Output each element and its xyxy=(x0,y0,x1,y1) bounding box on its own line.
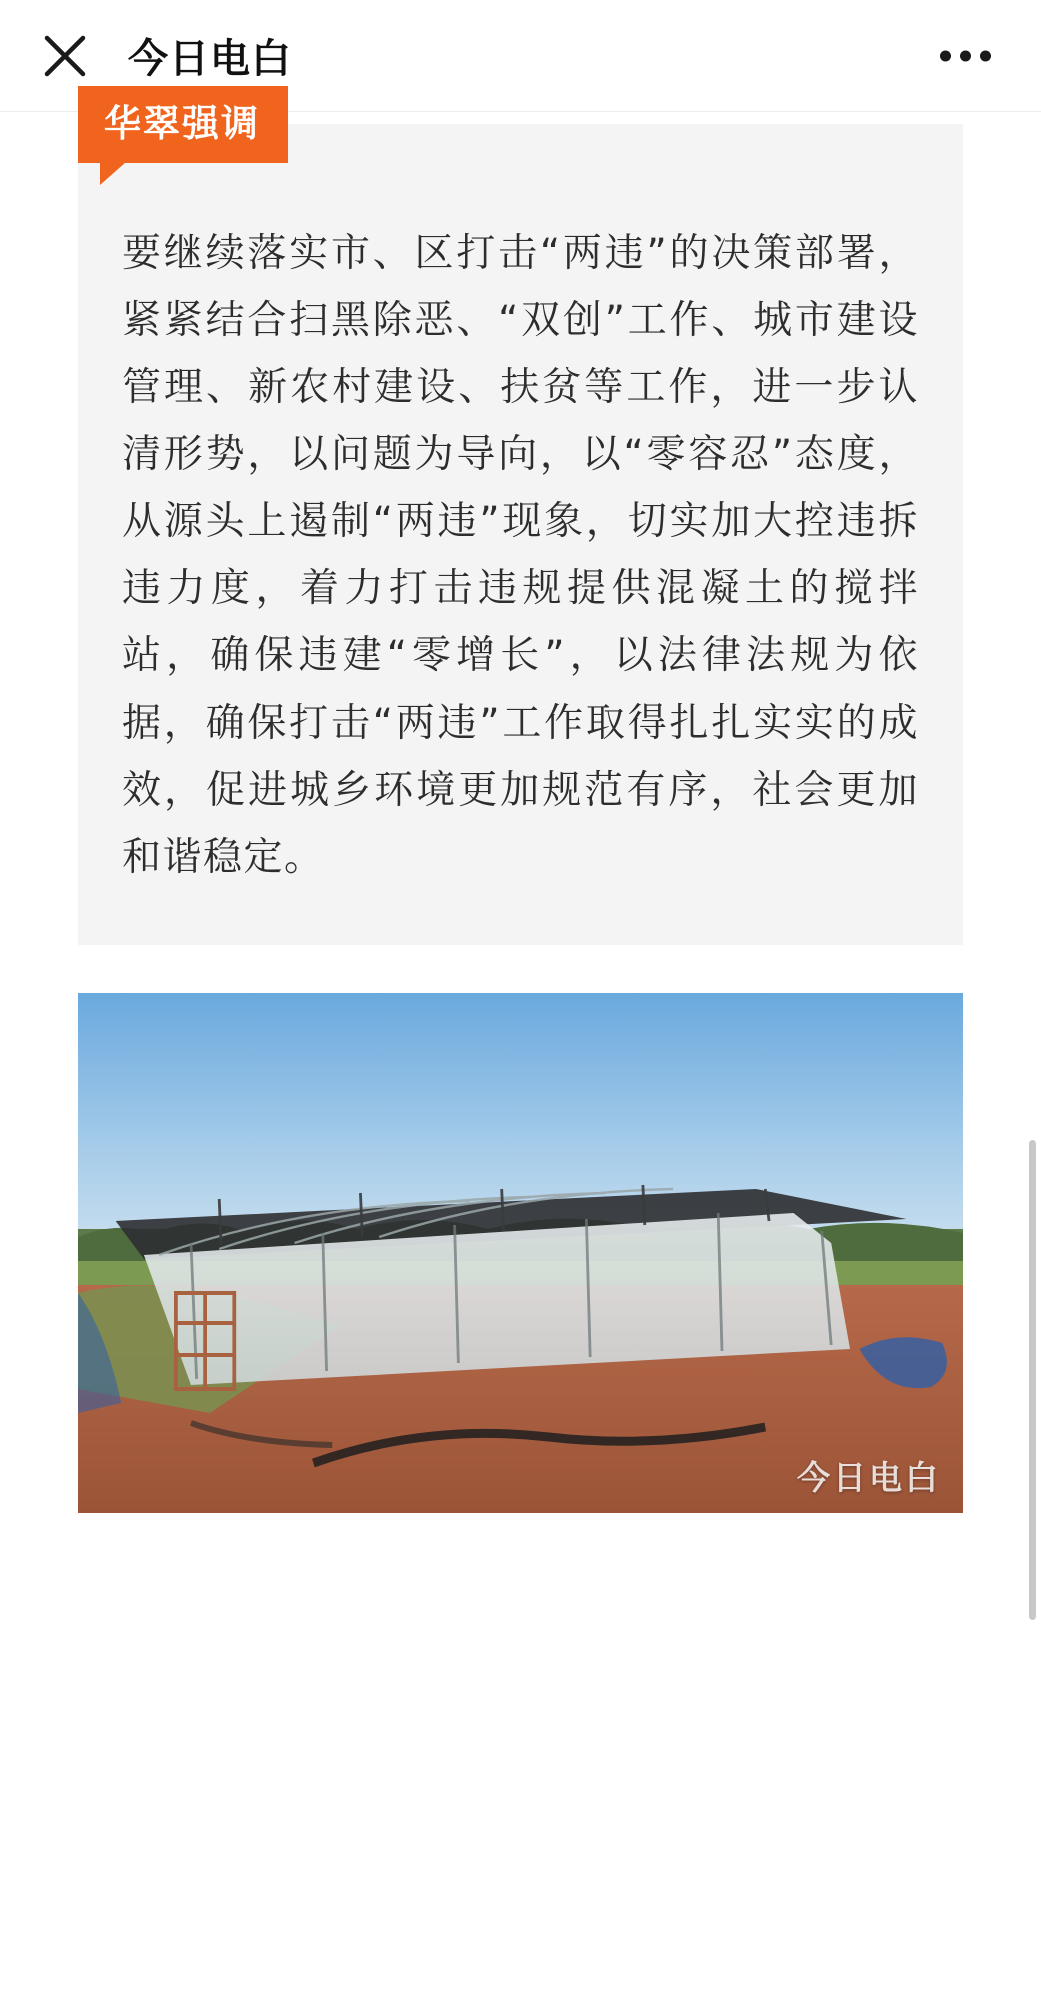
more-dot xyxy=(980,50,991,61)
highlight-quote-block xyxy=(78,102,963,945)
page-title: 今日电白 xyxy=(128,36,292,82)
article-content xyxy=(0,102,1041,1513)
more-dot xyxy=(960,50,971,61)
greenhouse-photo[interactable] xyxy=(78,993,963,1513)
close-icon[interactable] xyxy=(28,19,102,93)
quote-paragraph: 要继续落实市、区打击“两违”的决策部署，紧紧结合扫黑除恶、“双创”工作、城市建设管理、新农村建设、扶贫等工作，进一步认清形势，以问题为导向，以“零容忍”态度，从源头上遏制“两违”现象，切实加大控违拆违力度，着力打击违规提供混凝土的搅拌站，确保违建“零增长”，以法律法规为依据，确保打击“两违”工作取得扎扎实实的成效，促进城乡环境更加规范有序，社会更加和谐稳定。 xyxy=(122,231,919,880)
more-dot xyxy=(940,50,951,61)
status-badge: 华翠强调 xyxy=(78,86,288,163)
vertical-scrollbar[interactable] xyxy=(1029,1140,1036,1620)
article-photo-container xyxy=(78,993,963,1513)
more-options-icon[interactable] xyxy=(930,40,1001,71)
photo-watermark: 今日电白 xyxy=(797,1457,941,1497)
